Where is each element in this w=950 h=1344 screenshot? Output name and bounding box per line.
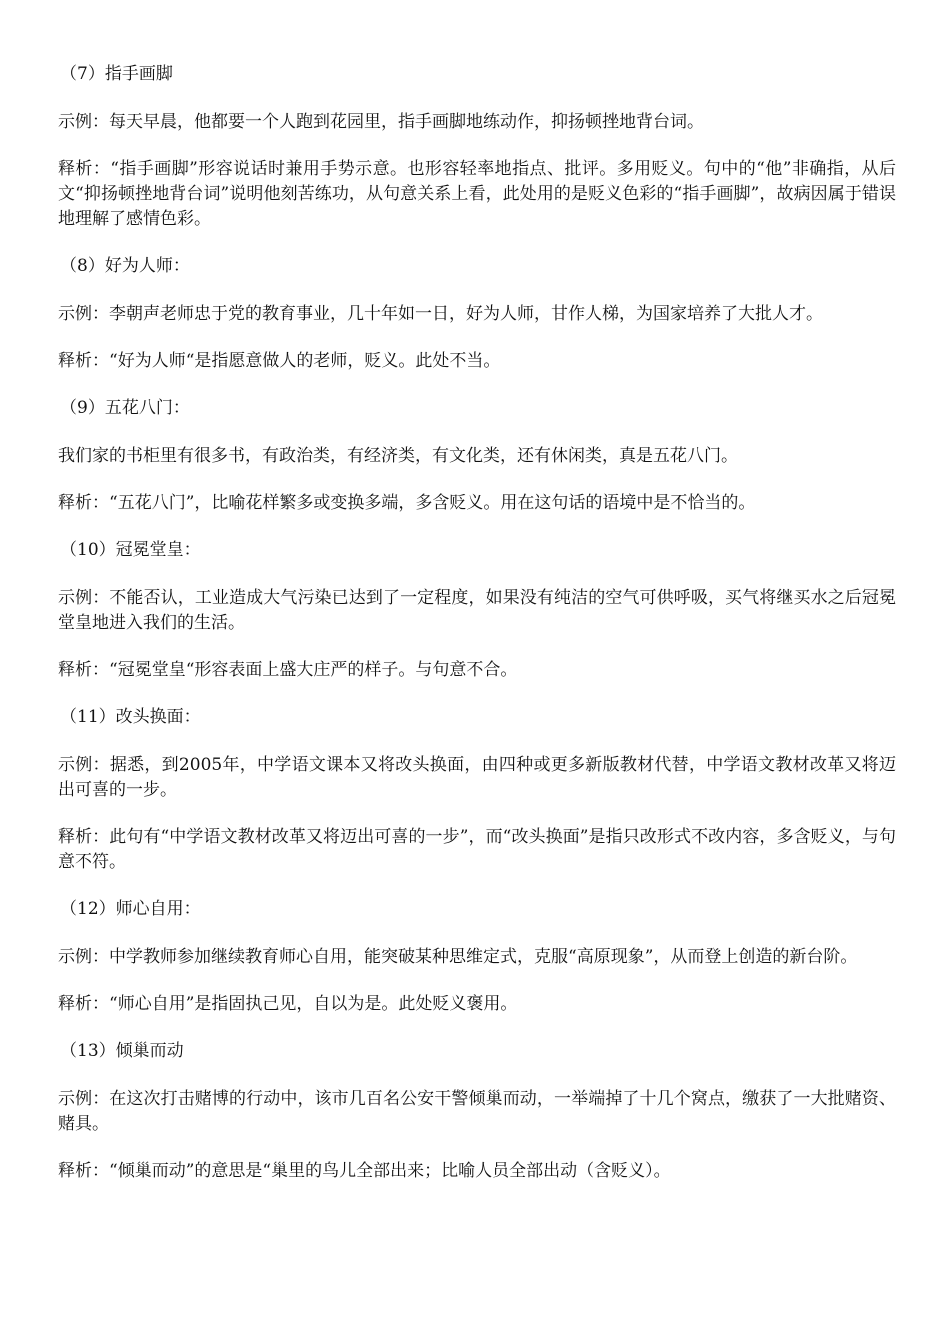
example-text: 示例：每天早晨，他都要一个人跑到花园里，指手画脚地练动作，抑扬顿挫地背台词。 [58,112,704,132]
entry-10 [58,538,896,683]
analysis-text: 释析：“冠冕堂皇“形容表面上盛大庄严的样子。与句意不合。 [58,660,518,680]
example-text: 示例：中学教师参加继续教育师心自用，能突破某种思维定式，克服“高原现象”，从而登上创造的新台阶。 [58,947,858,967]
example-text: 示例：不能否认，工业造成大气污染已达到了一定程度，如果没有纯洁的空气可供呼吸，买气将继买水之后冠冕堂皇地进入我们的生活。 [58,588,896,633]
analysis-text: 释析：“五花八门”，比喻花样繁多或变换多端，多含贬义。用在这句话的语境中是不恰当的。 [58,493,756,513]
entry-13 [58,1039,896,1184]
example-text: 示例：在这次打击赌博的行动中，该市几百名公安干警倾巢而动，一举端掉了十几个窝点，缴获了一大批赌资、赌具。 [58,1089,896,1134]
example-text: 示例：李朝声老师忠于党的教育事业，几十年如一日，好为人师，甘作人梯，为国家培养了大批人才。 [58,304,823,324]
analysis-text: 释析：“指手画脚”形容说话时兼用手势示意。也形容轻率地指点、批评。多用贬义。句中的“他”非确指，从后文“抑扬顿挫地背台词”说明他刻苦练功，从句意关系上看，此处用的是贬义色彩的“指手画脚”，故病因属于错误地理解了感情色彩。 [58,159,896,229]
entry-title: （7）指手画脚 [60,64,173,84]
entry-title: （13）倾巢而动 [60,1041,184,1061]
analysis-text: 释析：“师心自用”是指固执己见，自以为是。此处贬义褒用。 [58,994,518,1014]
entry-title: （11）改头换面： [60,707,201,727]
entry-title: （9）五花八门： [60,398,190,418]
document-page [58,62,896,1184]
entry-12 [58,897,896,1017]
entry-9 [58,396,896,516]
example-text: 我们家的书柜里有很多书，有政治类，有经济类，有文化类，还有休闲类，真是五花八门。 [58,446,738,466]
analysis-text: 释析：“好为人师“是指愿意做人的老师，贬义。此处不当。 [58,351,501,371]
entry-title: （10）冠冕堂皇： [60,540,201,560]
entry-8 [58,254,896,374]
entry-11 [58,705,896,875]
entry-7 [58,62,896,232]
analysis-text: 释析：此句有“中学语文教材改革又将迈出可喜的一步”，而“改头换面”是指只改形式不改内容，多含贬义，与句意不符。 [58,827,896,872]
entry-title: （8）好为人师： [60,256,190,276]
analysis-text: 释析：“倾巢而动”的意思是“巢里的鸟儿全部出来；比喻人员全部出动（含贬义）。 [58,1161,671,1181]
entry-title: （12）师心自用： [60,899,201,919]
example-text: 示例：据悉，到2005年，中学语文课本又将改头换面，由四种或更多新版教材代替，中学语文教材改革又将迈出可喜的一步。 [58,755,896,800]
